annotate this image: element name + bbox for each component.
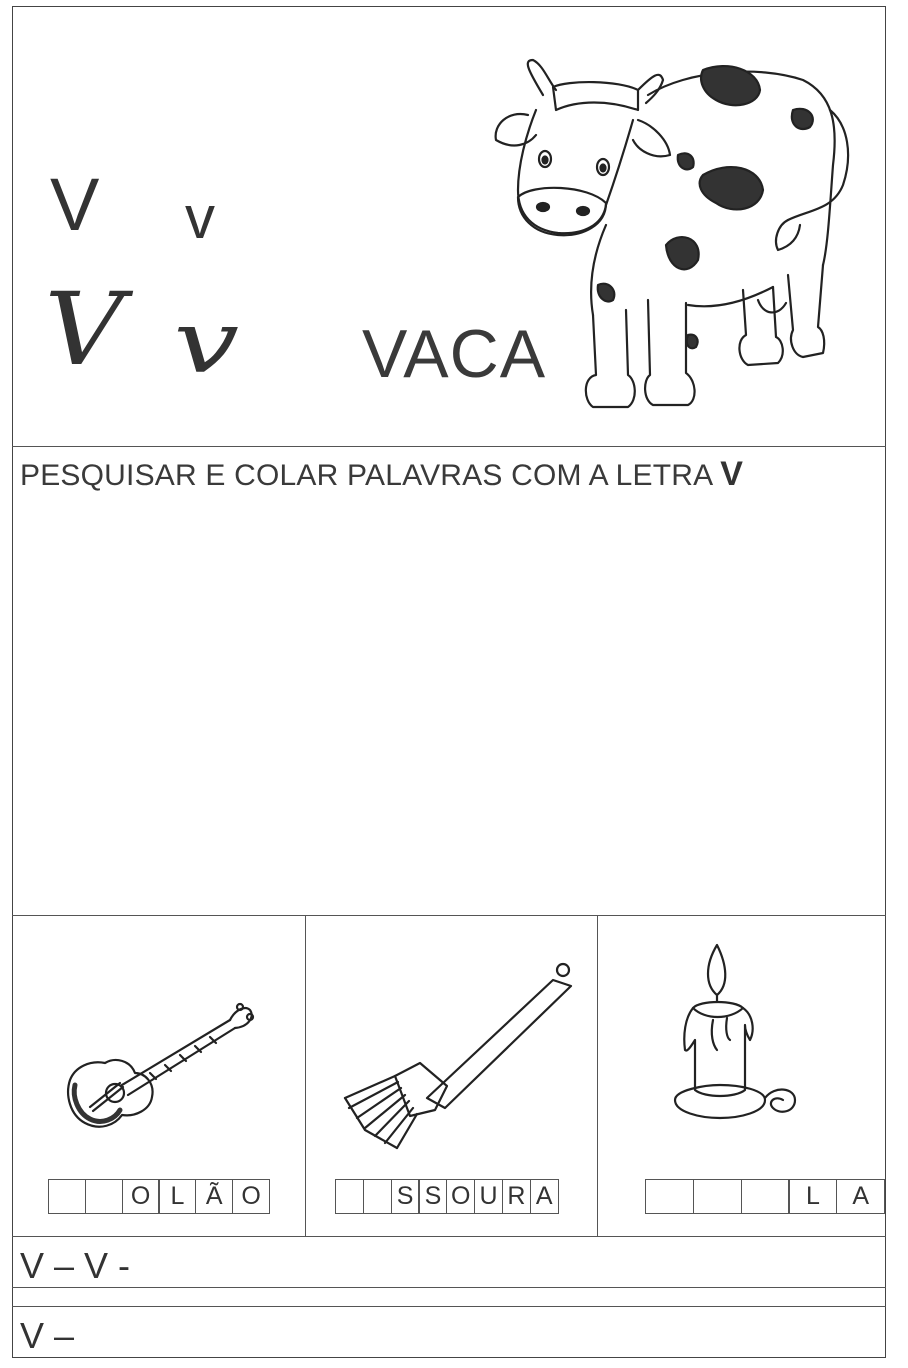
letter-box: S (391, 1179, 420, 1214)
candle-icon (665, 940, 815, 1140)
divider-col-2 (597, 915, 598, 1236)
divider-pictures-top (12, 915, 886, 916)
letter-cursive-lower: v (173, 293, 240, 393)
letter-box: A (836, 1179, 885, 1214)
letter-box: R (502, 1179, 531, 1214)
letter-box: O (446, 1179, 475, 1214)
letter-box-empty[interactable] (693, 1179, 742, 1214)
letter-box: O (122, 1179, 160, 1214)
letter-box-empty[interactable] (741, 1179, 790, 1214)
divider-line-2 (12, 1306, 886, 1307)
letter-box-empty[interactable] (335, 1179, 364, 1214)
letter-box: U (474, 1179, 503, 1214)
letter-box-empty[interactable] (363, 1179, 392, 1214)
instruction (20, 455, 743, 494)
letter-boxes-vassoura (335, 1179, 558, 1214)
practice-line-1: V – V - (20, 1245, 131, 1286)
brush-icon (335, 958, 580, 1158)
letter-box: A (530, 1179, 559, 1214)
divider-pictures-bottom (12, 1236, 886, 1237)
letter-print-upper: V (50, 163, 100, 246)
letter-boxes-violao (48, 1179, 269, 1214)
cow-icon (488, 55, 858, 415)
letter-box: L (158, 1179, 196, 1214)
letter-box-empty[interactable] (85, 1179, 123, 1214)
divider-col-1 (305, 915, 306, 1236)
guitar-icon (60, 995, 260, 1140)
letter-box: L (788, 1179, 837, 1214)
header-word: VACA (362, 316, 547, 392)
letter-box: O (232, 1179, 270, 1214)
letter-box-empty[interactable] (645, 1179, 694, 1214)
divider-header (12, 446, 886, 447)
letter-print-lower: v (185, 184, 215, 251)
divider-line-1 (12, 1287, 886, 1288)
instruction-letter: V (720, 455, 744, 493)
instruction-text: PESQUISAR E COLAR PALAVRAS COM A LETRA (20, 459, 712, 492)
letter-box: Ã (195, 1179, 233, 1214)
letter-cursive-upper: V (44, 271, 124, 388)
practice-line-2: V – (20, 1315, 75, 1356)
letter-box-empty[interactable] (48, 1179, 86, 1214)
letter-boxes-vela (645, 1179, 884, 1214)
letter-box: S (418, 1179, 447, 1214)
